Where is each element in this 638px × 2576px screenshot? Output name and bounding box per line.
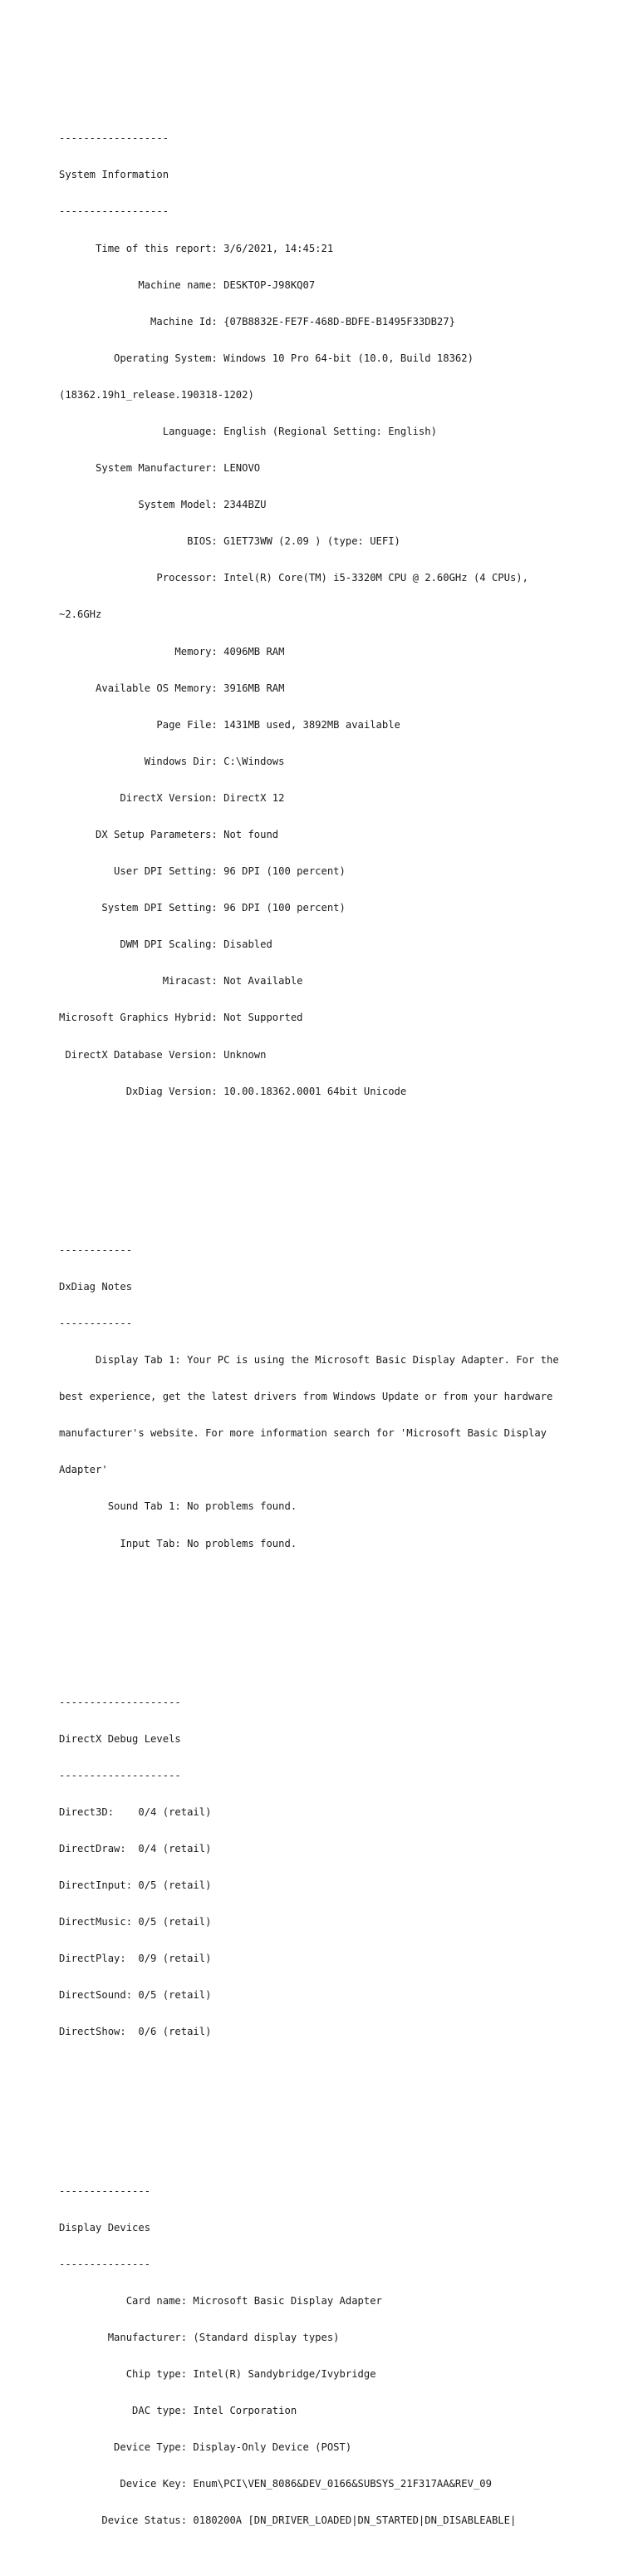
section-display-devices: [59, 2160, 607, 2551]
report-line: Microsoft Graphics Hybrid: Not Supported: [59, 1012, 303, 1024]
report-line: Device Type: Display-Only Device (POST): [59, 2441, 352, 2454]
report-line: DirectShow: 0/6 (retail): [59, 2026, 212, 2038]
report-line: Machine name: DESKTOP-J98KQ07: [59, 278, 316, 291]
report-line: Card name: Microsoft Basic Display Adapter: [59, 2294, 382, 2307]
section-rule: --------------------: [59, 1769, 181, 1781]
section-rule: ---------------: [59, 2258, 151, 2270]
section-rule: --------------------: [59, 1696, 181, 1708]
report-line: Processor: Intel(R) Core(TM) i5-3320M CPU @ 2.60GHz (4 CPUs),: [59, 572, 528, 584]
report-line: Input Tab: No problems found.: [59, 1537, 297, 1549]
report-line: Windows Dir: C:\Windows: [59, 755, 285, 767]
report-line: BIOS: G1ET73WW (2.09 ) (type: UEFI): [59, 535, 400, 548]
report-line: Machine Id: {07B8832E-FE7F-468D-BDFE-B1495F33DB27}: [59, 315, 455, 328]
section-system-information: [59, 108, 607, 1122]
report-line: Page File: 1431MB used, 3892MB available: [59, 718, 400, 731]
report-line: manufacturer's website. For more information search for 'Microsoft Basic Display: [59, 1427, 547, 1440]
report-line: Language: English (Regional Setting: English): [59, 425, 437, 437]
report-line: Miracast: Not Available: [59, 975, 303, 988]
report-line: DirectMusic: 0/5 (retail): [59, 1916, 212, 1928]
report-line: Memory: 4096MB RAM: [59, 645, 285, 658]
report-line: (18362.19h1_release.190318-1202): [59, 388, 254, 401]
report-line: User DPI Setting: 96 DPI (100 percent): [59, 865, 346, 878]
report-line: DirectDraw: 0/4 (retail): [59, 1843, 212, 1854]
spacer: [59, 1611, 607, 1623]
section-rule: ------------------: [59, 132, 169, 145]
report-line: Chip type: Intel(R) Sandybridge/Ivybridge: [59, 2368, 376, 2381]
report-line: Time of this report: 3/6/2021, 14:45:21: [59, 242, 334, 254]
section-rule: ---------------: [59, 2184, 151, 2197]
section-title: Display Devices: [59, 2221, 151, 2234]
report-line: ~2.6GHz: [59, 608, 102, 621]
section-rule: ------------------: [59, 205, 169, 218]
section-title: DxDiag Notes: [59, 1280, 133, 1293]
report-line: DxDiag Version: 10.00.18362.0001 64bit Unicode: [59, 1085, 407, 1097]
report-line: Device Status: 0180200A [DN_DRIVER_LOADED|DN_STARTED|DN_DISABLEABLE|: [59, 2514, 517, 2527]
report-line: DirectSound: 0/5 (retail): [59, 1989, 212, 2002]
report-line: Device Key: Enum\PCI\VEN_8086&DEV_0166&SUBSYS_21F317AA&REV_09: [59, 2478, 492, 2490]
section-rule: ------------: [59, 1244, 133, 1256]
report-line: DX Setup Parameters: Not found: [59, 829, 279, 840]
dxdiag-report: [59, 59, 607, 2576]
report-line: DirectX Version: DirectX 12: [59, 791, 285, 804]
section-dxdiag-notes: [59, 1219, 607, 1574]
report-line: Adapter': [59, 1464, 108, 1476]
report-line: Available OS Memory: 3916MB RAM: [59, 682, 285, 694]
section-directx-debug-levels: [59, 1672, 607, 2062]
report-line: DWM DPI Scaling: Disabled: [59, 938, 272, 951]
report-line: System DPI Setting: 96 DPI (100 percent): [59, 902, 346, 914]
report-line: DirectPlay: 0/9 (retail): [59, 1953, 212, 1965]
section-rule: ------------: [59, 1317, 133, 1329]
section-title: DirectX Debug Levels: [59, 1732, 181, 1745]
report-line: Operating System: Windows 10 Pro 64-bit (10.0, Build 18362): [59, 352, 474, 364]
spacer: [59, 2100, 607, 2112]
report-line: DirectInput: 0/5 (retail): [59, 1879, 212, 1892]
report-line: System Model: 2344BZU: [59, 499, 267, 511]
report-line: Direct3D: 0/4 (retail): [59, 1805, 212, 1818]
report-line: DirectX Database Version: Unknown: [59, 1048, 267, 1061]
report-line: System Manufacturer: LENOVO: [59, 462, 261, 475]
section-title: System Information: [59, 169, 169, 181]
report-line: Sound Tab 1: No problems found.: [59, 1500, 297, 1513]
report-line: Display Tab 1: Your PC is using the Microsoft Basic Display Adapter. For the: [59, 1354, 559, 1367]
report-line: Manufacturer: (Standard display types): [59, 2331, 340, 2343]
report-line: DAC type: Intel Corporation: [59, 2405, 297, 2417]
report-line: best experience, get the latest drivers from Windows Update or from your hardware: [59, 1391, 553, 1403]
spacer: [59, 1159, 607, 1171]
